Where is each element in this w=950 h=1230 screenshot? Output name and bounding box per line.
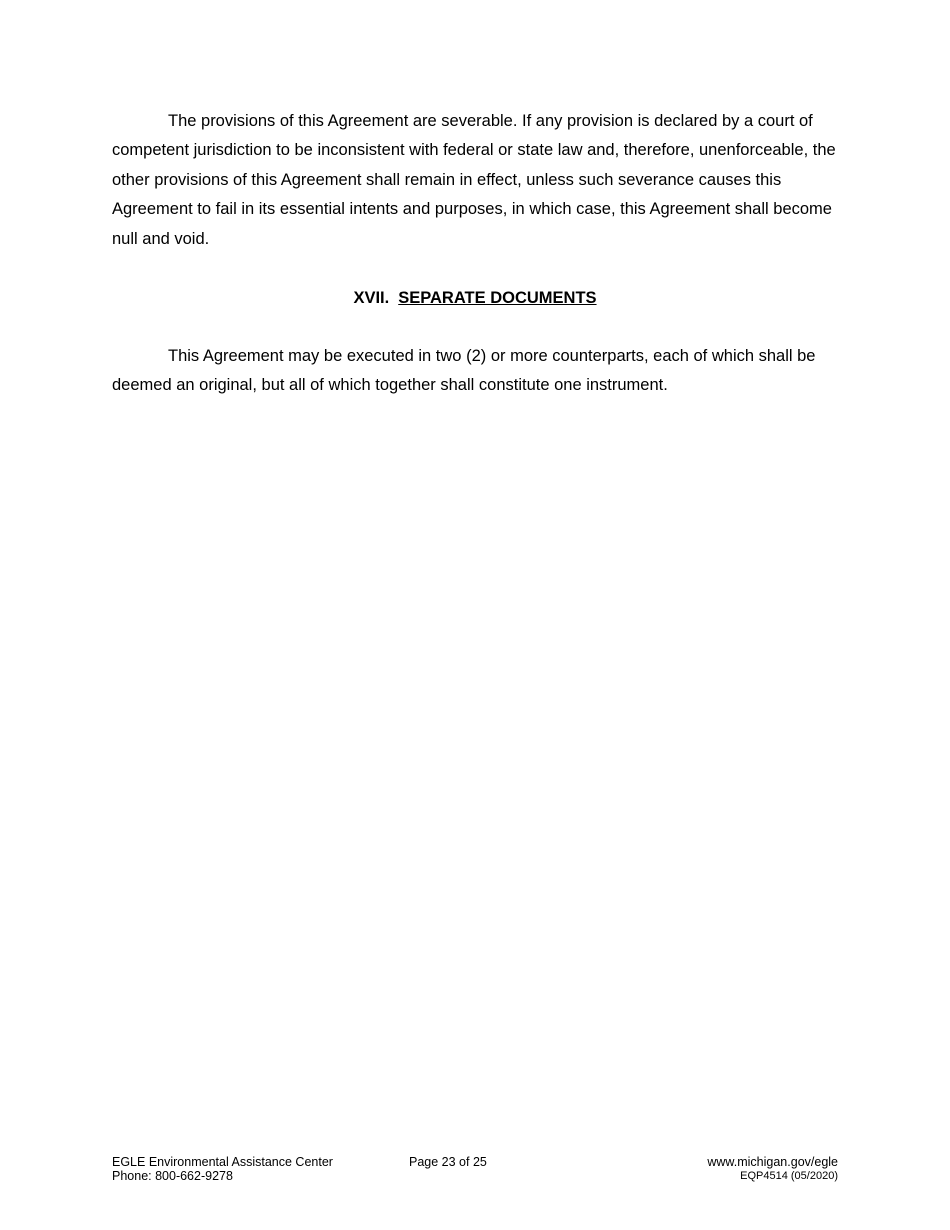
footer-form-code: EQP4514 (05/2020): [740, 1170, 838, 1182]
counterparts-paragraph: [112, 342, 844, 401]
severability-paragraph: [112, 107, 844, 254]
footer-phone: Phone: 800-662-9278: [112, 1169, 233, 1183]
counterparts-text: This Agreement may be executed in two (2) or more counterparts, each of which shall be deemed an original, but all of which together shall constitute one instrument.: [112, 347, 816, 395]
severability-text: The provisions of this Agreement are severable. If any provision is declared by a court of competent jurisdiction to be inconsistent with federal or state law and, therefore, unenforceable, the other provisions of this Agreement shall remain in effect, unless such severance causes this Agreement to fail in its essential intents and purposes, in which case, this Agreement shall become null and void.: [112, 112, 836, 248]
footer-right: [707, 1155, 838, 1183]
section-heading: [0, 286, 950, 310]
section-number: XVII.: [353, 289, 390, 307]
page-number-label: Page 23 of 25: [409, 1155, 487, 1169]
footer-website: www.michigan.gov/egle: [707, 1155, 838, 1169]
footer-page-number: [409, 1155, 487, 1169]
section-title: SEPARATE DOCUMENTS: [398, 289, 597, 307]
footer-left: [112, 1155, 333, 1183]
footer-org-name: EGLE Environmental Assistance Center: [112, 1155, 333, 1169]
